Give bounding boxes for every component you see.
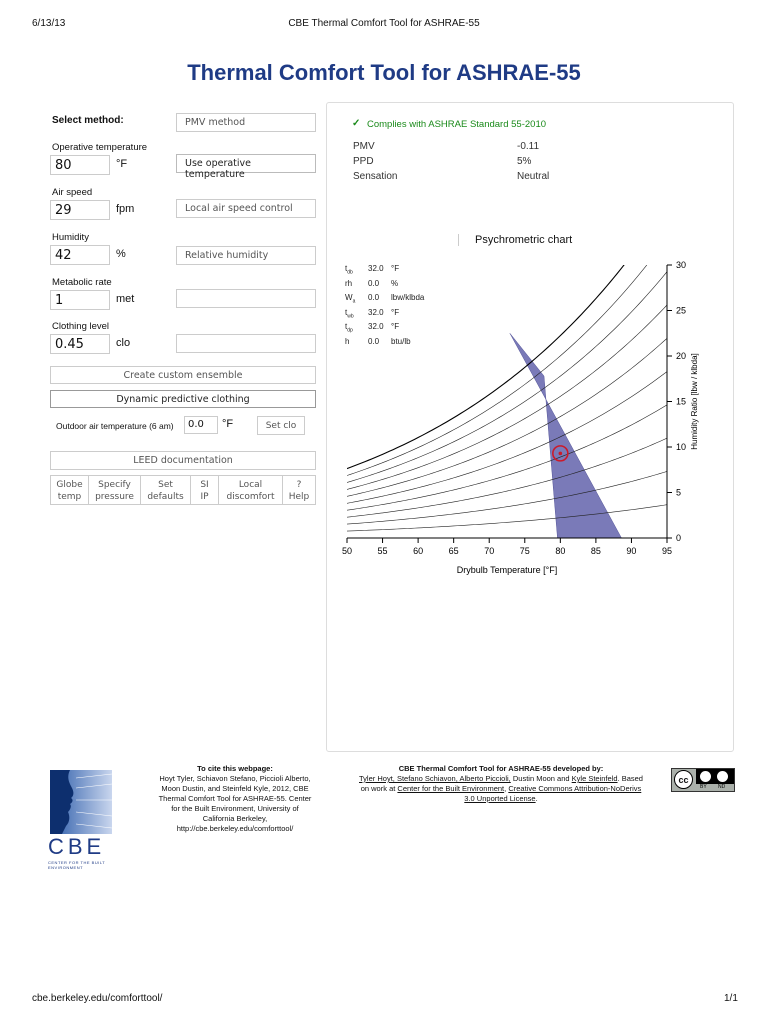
set-defaults-button[interactable] bbox=[141, 475, 191, 505]
citation-line: Thermal Comfort Tool for ASHRAE-55. Center bbox=[158, 794, 312, 803]
citation bbox=[145, 764, 325, 834]
state-symbol-wa: $W_a$ bbox=[345, 293, 356, 305]
clothing-level-unit: clo bbox=[116, 337, 131, 349]
set-clo-button[interactable]: Set clo bbox=[257, 416, 305, 435]
use-operative-temp-select[interactable]: Use operative temperature bbox=[176, 154, 316, 173]
operative-temp-input[interactable]: 80 bbox=[50, 155, 110, 175]
y-tick-label: 20 bbox=[676, 351, 687, 361]
state-unit-tdp: °F bbox=[391, 322, 400, 331]
state-value-twb: 32.0 bbox=[368, 307, 384, 317]
state-value-rh: 0.0 bbox=[368, 278, 380, 288]
page-number: 1/1 bbox=[724, 993, 738, 1004]
cc-license-badge[interactable] bbox=[671, 768, 735, 792]
state-unit-tdb: °F bbox=[391, 264, 400, 273]
globe-temp-line1: Globe bbox=[56, 480, 83, 490]
set-defaults-line2: defaults bbox=[147, 492, 184, 502]
cc-icons-bar bbox=[696, 769, 734, 784]
outdoor-air-temp-input[interactable]: 0.0 bbox=[184, 416, 218, 434]
x-tick-label: 75 bbox=[519, 546, 530, 556]
sensation-label: Sensation bbox=[353, 171, 398, 182]
clothing-level-label: Clothing level bbox=[52, 321, 110, 332]
credits-line1 bbox=[336, 774, 666, 784]
y-tick-label: 30 bbox=[676, 260, 687, 270]
state-value-tdp: 32.0 bbox=[368, 322, 384, 331]
humidity-input[interactable]: 42 bbox=[50, 245, 110, 265]
compliance-status: Complies with ASHRAE Standard 55-2010 bbox=[367, 119, 547, 130]
metabolic-rate-input[interactable]: 1 bbox=[50, 290, 110, 310]
state-symbol-tdb: $t_{db}$ bbox=[345, 264, 353, 276]
comfort-zone bbox=[510, 333, 622, 538]
y-axis-label: Humidity Ratio [lbw / klbda] bbox=[690, 353, 699, 450]
leed-documentation-button[interactable]: LEED documentation bbox=[50, 451, 316, 470]
humidity-unit: % bbox=[116, 248, 126, 260]
sensation-value: Neutral bbox=[517, 171, 550, 182]
citation-title: To cite this webpage: bbox=[197, 764, 273, 773]
rh-curve bbox=[347, 338, 667, 496]
state-symbol-h: h bbox=[345, 336, 350, 346]
cbe-link[interactable]: Center for the Built Environment bbox=[397, 784, 505, 793]
credits-text-end: . Based bbox=[617, 774, 643, 783]
si-ip-button[interactable] bbox=[191, 475, 219, 505]
operative-temp-label: Operative temperature bbox=[52, 142, 148, 153]
local-air-speed-select[interactable]: Local air speed control bbox=[176, 199, 316, 218]
operative-temp-unit: °F bbox=[116, 158, 128, 170]
state-unit-h: btu/lb bbox=[391, 336, 411, 346]
si-ip-line2: IP bbox=[200, 492, 209, 502]
credits-text: Dustin Moon and bbox=[512, 774, 570, 783]
local-discomfort-line1: Local bbox=[238, 480, 263, 490]
x-tick-label: 60 bbox=[413, 546, 424, 556]
x-tick-label: 55 bbox=[377, 546, 388, 556]
page-title: Thermal Comfort Tool for ASHRAE-55 bbox=[187, 60, 581, 85]
x-tick-label: 65 bbox=[448, 546, 459, 556]
y-tick-label: 15 bbox=[676, 396, 687, 407]
state-symbol-twb: $t_{wb}$ bbox=[345, 307, 354, 320]
chart-title: Psychrometric chart bbox=[475, 234, 573, 246]
globe-temp-button[interactable] bbox=[50, 475, 89, 505]
x-axis-label: Drybulb Temperature [°F] bbox=[456, 565, 558, 575]
metabolic-rate-unit: met bbox=[116, 293, 135, 305]
x-tick-label: 85 bbox=[590, 546, 601, 556]
ppd-label: PPD bbox=[353, 156, 374, 167]
citation-url: http://cbe.berkeley.edu/comforttool/ bbox=[176, 824, 294, 833]
credits-line2: on work at Center for the Built Environment, Creative Commons Attribution-NoDerivs bbox=[360, 784, 642, 793]
pmv-value: -0.11 bbox=[517, 141, 540, 152]
pmv-label: PMV bbox=[353, 141, 375, 152]
authors-link[interactable]: Tyler Hoyt, Stefano Schiavon, Alberto Piccioli, bbox=[359, 774, 511, 783]
plot-area bbox=[347, 255, 667, 538]
cbe-logo-subtext: CENTER FOR THE BUILT ENVIRONMENT bbox=[48, 860, 106, 870]
psychrometric-chart[interactable] bbox=[330, 255, 730, 595]
specify-pressure-line2: pressure bbox=[95, 492, 134, 502]
citation-line: for the Built Environment, University of bbox=[171, 804, 299, 813]
credits-text-pre: on work at bbox=[360, 784, 396, 793]
citation-line: California Berkeley, bbox=[202, 814, 268, 823]
print-doc-title: CBE Thermal Comfort Tool for ASHRAE-55 bbox=[288, 18, 480, 29]
air-speed-label: Air speed bbox=[52, 187, 93, 198]
citation-line: Hoyt Tyler, Schiavon Stefano, Piccioli Alberto, bbox=[159, 774, 311, 783]
credits-line3: 3.0 Unported License. bbox=[464, 794, 538, 803]
set-defaults-line1: Set bbox=[158, 480, 173, 490]
ppd-value: 5% bbox=[517, 156, 532, 167]
state-value-tdb: 32.0 bbox=[368, 264, 384, 273]
y-tick-label: 25 bbox=[676, 305, 687, 316]
dynamic-predictive-clothing-button[interactable]: Dynamic predictive clothing bbox=[50, 390, 316, 408]
outdoor-air-temp-unit: °F bbox=[222, 418, 234, 430]
y-tick-label: 10 bbox=[676, 442, 687, 452]
cc-by-text: BY bbox=[700, 784, 707, 790]
cc-by-icon bbox=[700, 771, 711, 782]
outdoor-air-temp-label: Outdoor air temperature (6 am) bbox=[56, 421, 174, 431]
si-ip-line1: SI bbox=[200, 480, 209, 490]
rh-curve bbox=[347, 272, 667, 483]
state-symbol-tdp: $t_{dp}$ bbox=[345, 322, 353, 334]
state-unit-twb: °F bbox=[391, 307, 400, 317]
chart-title-tab bbox=[458, 234, 471, 246]
citation-line: Moon Dustin, and Steinfeld Kyle, 2012, CBE bbox=[161, 784, 309, 793]
cbe-logo bbox=[48, 770, 138, 870]
cc-icon: cc bbox=[674, 770, 693, 789]
credits bbox=[336, 764, 666, 804]
license-link-2[interactable]: 3.0 Unported License bbox=[464, 794, 536, 803]
cc-nd-icon bbox=[717, 771, 728, 782]
humidity-label: Humidity bbox=[52, 232, 89, 243]
cbe-logo-text: CBE bbox=[48, 834, 106, 859]
globe-temp-line2: temp bbox=[57, 492, 82, 502]
help-button[interactable] bbox=[283, 475, 316, 505]
x-tick-label: 50 bbox=[341, 546, 353, 556]
air-speed-input[interactable]: 29 bbox=[50, 200, 110, 220]
local-discomfort-button[interactable] bbox=[219, 475, 283, 505]
state-value-h: 0.0 bbox=[368, 336, 380, 346]
activity-select[interactable] bbox=[176, 289, 316, 308]
rh-curve bbox=[347, 505, 667, 531]
author-link[interactable]: Kyle Steinfeld bbox=[571, 774, 618, 783]
clothing-select[interactable] bbox=[176, 334, 316, 353]
x-tick-label: 80 bbox=[555, 546, 566, 556]
x-tick-label: 70 bbox=[484, 546, 495, 556]
rh-curve bbox=[347, 438, 667, 517]
page-url: cbe.berkeley.edu/comforttool/ bbox=[32, 993, 163, 1004]
credits-title: CBE Thermal Comfort Tool for ASHRAE-55 developed by: bbox=[398, 764, 604, 773]
specify-pressure-button[interactable] bbox=[89, 475, 141, 505]
current-state-dot bbox=[559, 452, 563, 456]
rh-curve bbox=[347, 255, 667, 476]
metabolic-rate-label: Metabolic rate bbox=[52, 277, 112, 288]
clothing-level-input[interactable]: 0.45 bbox=[50, 334, 110, 354]
help-line2: Help bbox=[288, 492, 310, 502]
y-tick-label: 5 bbox=[676, 487, 682, 498]
state-unit-wa: lbw/klbda bbox=[391, 293, 425, 302]
y-tick-label: 0 bbox=[676, 533, 682, 543]
state-unit-rh: % bbox=[391, 278, 399, 288]
state-value-wa: 0.0 bbox=[368, 293, 380, 302]
method-select[interactable]: PMV method bbox=[176, 113, 316, 132]
rh-curve bbox=[347, 255, 667, 469]
cc-nd-text: ND bbox=[718, 784, 726, 790]
rh-curve bbox=[347, 372, 667, 504]
rh-curve bbox=[347, 471, 667, 524]
create-custom-ensemble-button[interactable]: Create custom ensemble bbox=[50, 366, 316, 384]
license-link[interactable]: Creative Commons Attribution-NoDerivs bbox=[508, 784, 642, 793]
specify-pressure-line1: Specify bbox=[98, 480, 131, 490]
print-date: 6/13/13 bbox=[32, 18, 66, 29]
relative-humidity-select[interactable]: Relative humidity bbox=[176, 246, 316, 265]
x-tick-label: 90 bbox=[626, 546, 637, 556]
select-method-label: Select method: bbox=[52, 115, 124, 126]
help-line1: ? bbox=[296, 480, 302, 490]
x-tick-label: 95 bbox=[661, 546, 673, 556]
check-icon: ✓ bbox=[352, 118, 361, 129]
air-speed-unit: fpm bbox=[116, 203, 135, 215]
local-discomfort-line2: discomfort bbox=[226, 492, 275, 502]
state-symbol-rh: rh bbox=[345, 278, 353, 288]
